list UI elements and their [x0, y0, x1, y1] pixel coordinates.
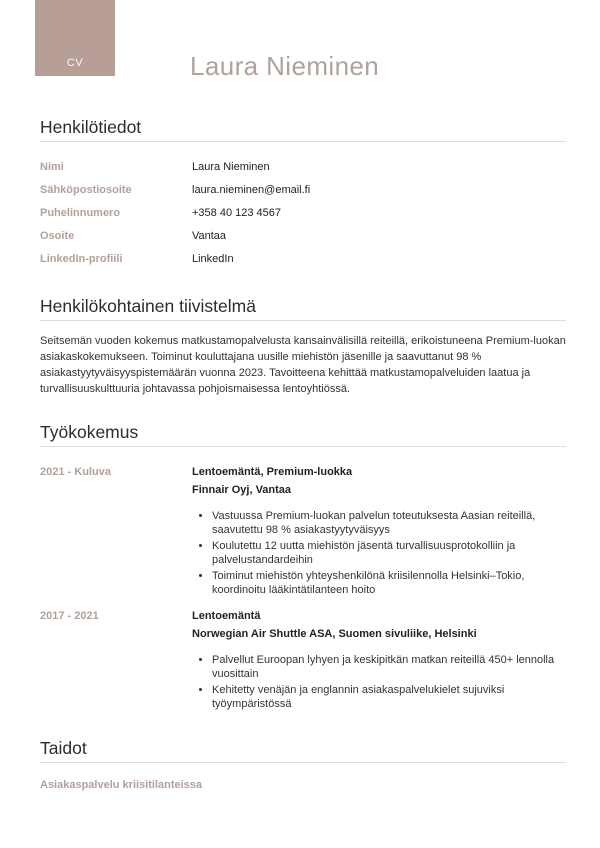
field-row-name [40, 156, 566, 179]
page-title: Laura Nieminen [190, 51, 380, 81]
section-title-skills: Taidot [40, 737, 566, 763]
summary-text: Seitsemän vuoden kokemus matkustamopalvelusta kansainvälisillä reiteillä, erikoistuneena Premium-luokan asiakaskokemukseen. Toiminut kouluttajana uusille miehistön jäsenille ja saavuttanut 98 % asiakastyytyväisyyspistemäärän vuonna 2023. Tavoitteena kehittää matkustamopalveluiden laatua ja turvallisuuskulttuuria johtavassa pohjoismaisessa lentoyhtiössä. [40, 335, 566, 395]
cv-badge-label: CV [66, 57, 84, 69]
section-title-summary: Henkilökohtainen tiivistelmä [40, 295, 566, 321]
experience-entries [40, 463, 566, 713]
entry-bullets [192, 509, 566, 597]
section-title-experience: Työkokemus [40, 421, 566, 447]
section-summary [40, 295, 566, 397]
experience-entry [40, 607, 566, 713]
field-label: Osoite [40, 230, 75, 242]
bullet-item: • Vastuussa Premium-luokan palvelun toteutuksesta Aasian reiteillä, saavutettu 98 % asiakastyytyväisyys [212, 509, 566, 537]
entry-body [192, 607, 566, 713]
entry-company: Finnair Oyj, Vantaa [192, 484, 292, 496]
personal-fields [40, 156, 566, 271]
field-label: Puhelinnumero [40, 207, 121, 219]
field-label: LinkedIn-profiili [40, 253, 123, 265]
field-row-phone [40, 202, 566, 225]
entry-role: Lentoemäntä, Premium-luokka [192, 466, 353, 478]
entry-role: Lentoemäntä [192, 610, 261, 622]
section-title-personal: Henkilötiedot [40, 116, 566, 142]
field-label: Sähköpostiosoite [40, 184, 132, 196]
entry-bullets [192, 653, 566, 711]
bullet-item: • Kehitetty venäjän ja englannin asiakaspalvelukielet sujuviksi työympäristössä [212, 683, 566, 711]
section-skills [40, 737, 566, 793]
field-row-email [40, 179, 566, 202]
section-experience [40, 421, 566, 713]
field-value: +358 40 123 4567 [192, 207, 282, 219]
field-value: Laura Nieminen [192, 161, 270, 173]
field-row-linkedin [40, 248, 566, 271]
bullet-item: • Koulutettu 12 uutta miehistön jäsentä turvallisuusprotokolliin ja palvelustandardeihin [212, 539, 566, 567]
skill-item: Asiakaspalvelu kriisitilanteissa [40, 779, 203, 791]
bullet-item: • Toiminut miehistön yhteyshenkilönä kriisilennolla Helsinki–Tokio, koordinoitu lääkintätilanteen hoito [212, 569, 566, 597]
entry-body [192, 463, 566, 599]
field-value: Vantaa [192, 230, 227, 242]
entry-company: Norwegian Air Shuttle ASA, Suomen sivuliike, Helsinki [192, 628, 477, 640]
bullet-item: • Palvellut Euroopan lyhyen ja keskipitkän matkan reiteillä 450+ lennolla vuosittain [212, 653, 566, 681]
field-row-address [40, 225, 566, 248]
entry-period: 2017 - 2021 [40, 610, 99, 622]
section-personal-info [40, 116, 566, 271]
field-value: LinkedIn [192, 253, 234, 265]
field-value: laura.nieminen@email.fi [192, 184, 311, 196]
entry-period: 2021 - Kuluva [40, 466, 111, 478]
field-label: Nimi [40, 161, 64, 173]
experience-entry [40, 463, 566, 599]
